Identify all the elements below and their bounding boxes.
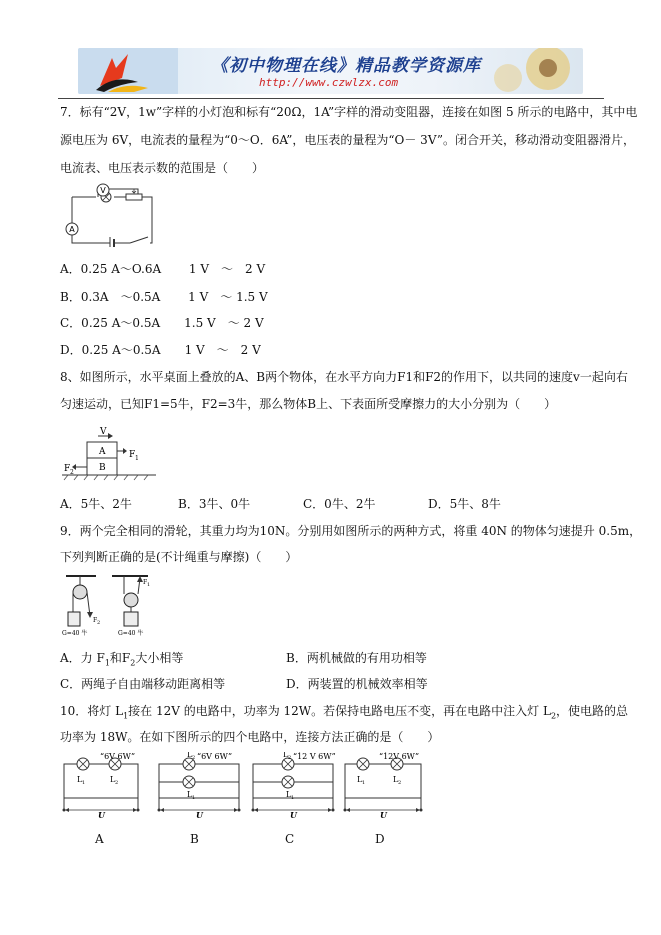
- q7-stem-line2: 源电压为 6V，电流表的量程为“0～O．6A”，电压表的量程为“O－ 3V”。闭合开关，移动滑动变阻器滑片，: [60, 133, 636, 147]
- left-weight-label: G=40 牛: [62, 630, 88, 637]
- q10-label-d: D: [375, 832, 385, 846]
- pulley-wheel-right-icon: [124, 593, 138, 607]
- svg-text:2: 2: [398, 780, 402, 786]
- ground-hatch: [64, 475, 148, 480]
- q7-option-b: B．0.3A ～0.5A 1 V ～ 1.5 V: [60, 290, 268, 304]
- q8-stem-line2: 匀速运动，已知F1=5牛，F2=3牛，那么物体B上、下表面所受摩擦力的大小分别为（ ）: [60, 397, 557, 411]
- q10-circuit-b: [157, 752, 243, 820]
- ammeter-label: A: [69, 225, 75, 234]
- q10-circuit-d: [343, 752, 425, 820]
- q8-option-d: D．5牛、8牛: [428, 497, 501, 511]
- force-f1-arrow: [123, 448, 127, 454]
- q8-option-c: C．0牛、2牛: [303, 497, 376, 511]
- voltmeter-icon: [96, 183, 112, 197]
- header-banner: [78, 48, 583, 94]
- q8-option-a: A．5牛、2牛: [60, 497, 132, 511]
- q9-option-b: B．两机械做的有用功相等: [286, 651, 427, 665]
- q10-label-c: C: [285, 832, 295, 846]
- svg-text:L: L: [187, 790, 193, 799]
- svg-text:1: 1: [147, 582, 151, 588]
- svg-text:L: L: [110, 775, 116, 784]
- svg-text:1: 1: [82, 780, 86, 786]
- svg-text:L: L: [187, 752, 193, 759]
- movable-pulley: [112, 576, 150, 637]
- svg-text:“6V 6W”: “6V 6W”: [197, 752, 233, 761]
- velocity-label: V: [100, 427, 107, 437]
- svg-text:1: 1: [362, 780, 366, 786]
- svg-text:1: 1: [291, 795, 295, 801]
- q9-stem-line2: 下列判断正确的是(不计绳重与摩擦)（ ）: [60, 550, 298, 564]
- fixed-pulley: [62, 576, 100, 637]
- banner-url: http://www.czwlzx.com: [259, 76, 399, 89]
- q9-option-a: A．力 $F_1$和$F_2$大小相等: [60, 651, 184, 668]
- svg-text:L: L: [393, 775, 399, 784]
- svg-text:2: 2: [288, 755, 292, 761]
- svg-text:L: L: [357, 775, 363, 784]
- block-a-label: A: [99, 447, 106, 457]
- svg-text:L: L: [283, 752, 289, 759]
- right-weight-label: G=40 牛: [118, 630, 144, 637]
- q7-stem-line1: 7．标有“2V，1w”字样的小灯泡和标有“20Ω，1A”字样的滑动变阻器，连接在如图 5 所示的电路中，其中电: [60, 105, 638, 119]
- weight-left-icon: [68, 612, 80, 626]
- weight-right-icon: [124, 612, 138, 626]
- q7-stem-line3: 电流表、电压表示数的范围是（ ）: [60, 161, 265, 175]
- q7-option-c: C．0.25 A～0.5A 1.5 V ～ 2 V: [60, 316, 264, 330]
- svg-text:U: U: [98, 810, 105, 820]
- q10-circuit-a: [62, 752, 142, 820]
- svg-text:U: U: [290, 810, 297, 820]
- svg-text:1: 1: [135, 455, 139, 462]
- svg-text:“12V 6W”: “12V 6W”: [379, 752, 420, 761]
- q10-stem-line2: 功率为 18W。在如下图所示的四个电路中，连接方法正确的是（ ）: [60, 730, 440, 744]
- pulley-wheel-left-icon: [73, 585, 87, 599]
- svg-text:“6V 6W”: “6V 6W”: [100, 752, 136, 761]
- force-f1-label: F: [129, 450, 136, 460]
- svg-text:“12 V 6W”: “12 V 6W”: [293, 752, 336, 761]
- svg-text:1: 1: [192, 795, 196, 801]
- svg-text:U: U: [196, 810, 203, 820]
- force-f2-label: F: [64, 464, 71, 474]
- rheostat-icon: [126, 194, 142, 200]
- q10-circuit-c: [251, 752, 337, 820]
- svg-text:U: U: [380, 810, 387, 820]
- svg-text:2: 2: [192, 755, 196, 761]
- q10-label-b: B: [190, 832, 199, 846]
- svg-text:2: 2: [115, 780, 119, 786]
- q10-label-a: A: [95, 832, 104, 846]
- q9-option-c: C．两绳子自由端移动距离相等: [60, 677, 226, 691]
- block-b-label: B: [99, 463, 106, 473]
- q9-pulley-diagram: [60, 572, 160, 642]
- svg-text:2: 2: [97, 620, 101, 626]
- q10-stem-line1: 10．将灯 $L_1$接在 12V 的电路中，功率为 12W。若保持电路电压不变，再在电路中注入灯 $L_2$，使电路的总: [60, 704, 629, 721]
- svg-text:L: L: [77, 775, 83, 784]
- q7-option-a: A．0.25 A～O.6A 1 V ～ 2 V: [60, 262, 266, 276]
- svg-text:2: 2: [70, 469, 74, 476]
- q8-stem-line1: 8、如图所示，水平桌面上叠放的A、B两个物体，在水平方向力F1和F2的作用下，以共同的速度v一起向右: [60, 370, 628, 384]
- svg-text:L: L: [286, 790, 292, 799]
- svg-text:F: F: [143, 579, 148, 586]
- header-rule: [58, 98, 604, 99]
- svg-text:F: F: [93, 617, 98, 624]
- q9-option-d: D．两装置的机械效率相等: [286, 677, 428, 691]
- q9-stem-line1: 9．两个完全相同的滑轮，其重力均为10N。分别用如图所示的两种方式，将重 40N 的物体匀速提升 0.5m，: [60, 524, 642, 538]
- q7-option-d: D．0.25 A～0.5A 1 V ～ 2 V: [60, 343, 261, 357]
- banner-title: 《初中物理在线》精品教学资源库: [211, 56, 481, 76]
- q8-blocks-diagram: [60, 424, 160, 484]
- q8-option-b: B．3牛、0牛: [178, 497, 251, 511]
- voltmeter-label: V: [100, 186, 106, 195]
